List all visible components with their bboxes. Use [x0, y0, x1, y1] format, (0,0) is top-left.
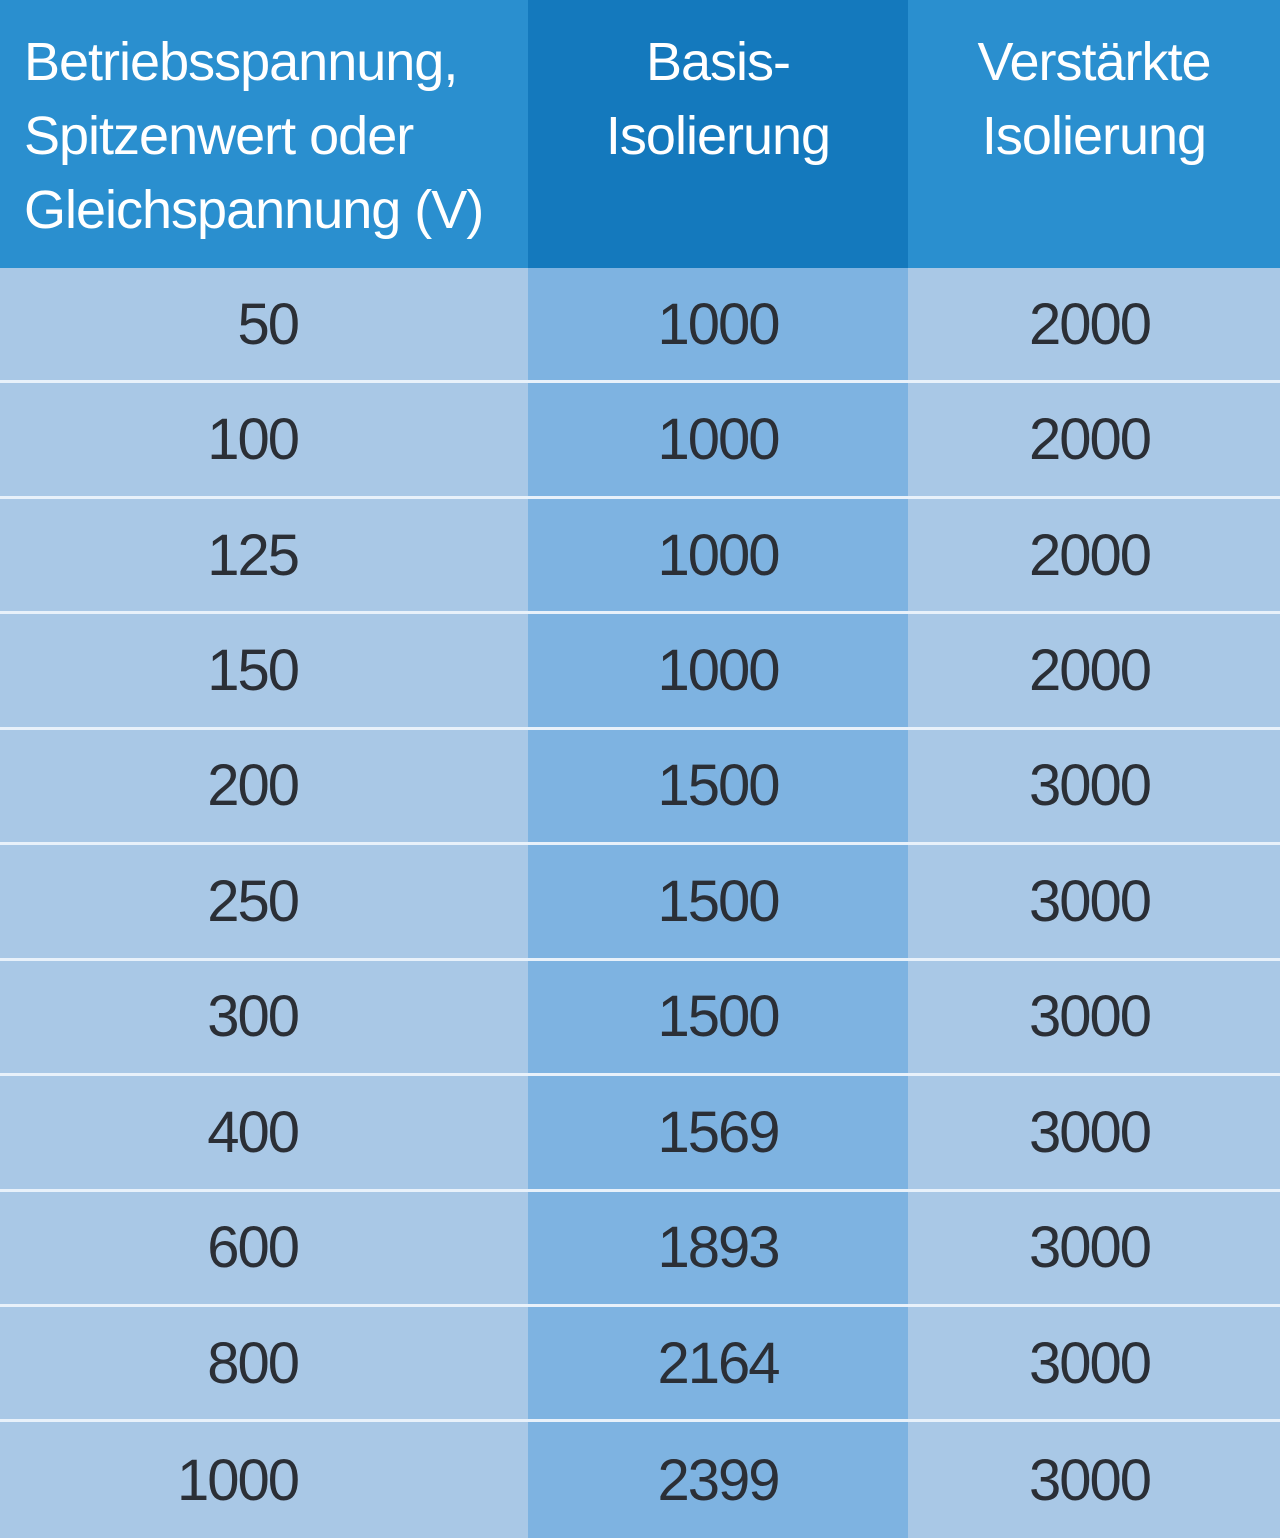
cell-basic-insulation: 2164 [528, 1307, 908, 1419]
cell-basic-insulation: 1000 [528, 268, 908, 380]
header-text-line: Betriebsspannung, [24, 32, 458, 92]
cell-basic-insulation: 1000 [528, 614, 908, 726]
cell-basic-insulation: 1000 [528, 499, 908, 611]
table-row [0, 730, 1280, 845]
cell-basic-insulation: 2399 [528, 1422, 908, 1537]
cell-operating-voltage: 50 [0, 268, 528, 380]
cell-operating-voltage: 250 [0, 845, 528, 957]
table-row [0, 499, 1280, 614]
table-row [0, 1192, 1280, 1307]
header-text-line: Isolierung [981, 106, 1207, 166]
cell-reinforced-insulation: 3000 [908, 1076, 1280, 1188]
table-body [0, 268, 1280, 1538]
cell-operating-voltage: 400 [0, 1076, 528, 1188]
cell-basic-insulation: 1500 [528, 730, 908, 842]
cell-reinforced-insulation: 3000 [908, 961, 1280, 1073]
cell-reinforced-insulation: 2000 [908, 268, 1280, 380]
cell-operating-voltage: 600 [0, 1192, 528, 1304]
header-reinforced-insulation [908, 0, 1280, 268]
cell-reinforced-insulation: 3000 [908, 1192, 1280, 1304]
cell-operating-voltage: 800 [0, 1307, 528, 1419]
cell-operating-voltage: 150 [0, 614, 528, 726]
cell-basic-insulation: 1000 [528, 383, 908, 495]
cell-basic-insulation: 1500 [528, 845, 908, 957]
cell-operating-voltage: 100 [0, 383, 528, 495]
cell-basic-insulation: 1893 [528, 1192, 908, 1304]
cell-reinforced-insulation: 3000 [908, 1422, 1280, 1537]
cell-basic-insulation: 1500 [528, 961, 908, 1073]
table-row [0, 268, 1280, 383]
table-header-row [0, 0, 1280, 268]
table-row [0, 1422, 1280, 1537]
cell-reinforced-insulation: 2000 [908, 383, 1280, 495]
header-basic-insulation [528, 0, 908, 268]
cell-reinforced-insulation: 3000 [908, 730, 1280, 842]
table-row [0, 961, 1280, 1076]
table-row [0, 614, 1280, 729]
table-row [0, 383, 1280, 498]
header-text-line: Isolierung [605, 106, 831, 166]
table-row [0, 1076, 1280, 1191]
cell-reinforced-insulation: 3000 [908, 1307, 1280, 1419]
header-text-line: Spitzenwert oder [24, 106, 414, 166]
cell-operating-voltage: 1000 [0, 1422, 528, 1537]
header-text-line: Basis- [645, 32, 791, 92]
header-operating-voltage [0, 0, 528, 268]
header-text-line: Gleichspannung (V) [24, 180, 484, 240]
cell-basic-insulation: 1569 [528, 1076, 908, 1188]
cell-reinforced-insulation: 2000 [908, 614, 1280, 726]
cell-reinforced-insulation: 2000 [908, 499, 1280, 611]
table-row [0, 1307, 1280, 1422]
cell-operating-voltage: 125 [0, 499, 528, 611]
table-row [0, 845, 1280, 960]
cell-operating-voltage: 300 [0, 961, 528, 1073]
cell-reinforced-insulation: 3000 [908, 845, 1280, 957]
header-text-line: Verstärkte [977, 32, 1211, 92]
cell-operating-voltage: 200 [0, 730, 528, 842]
